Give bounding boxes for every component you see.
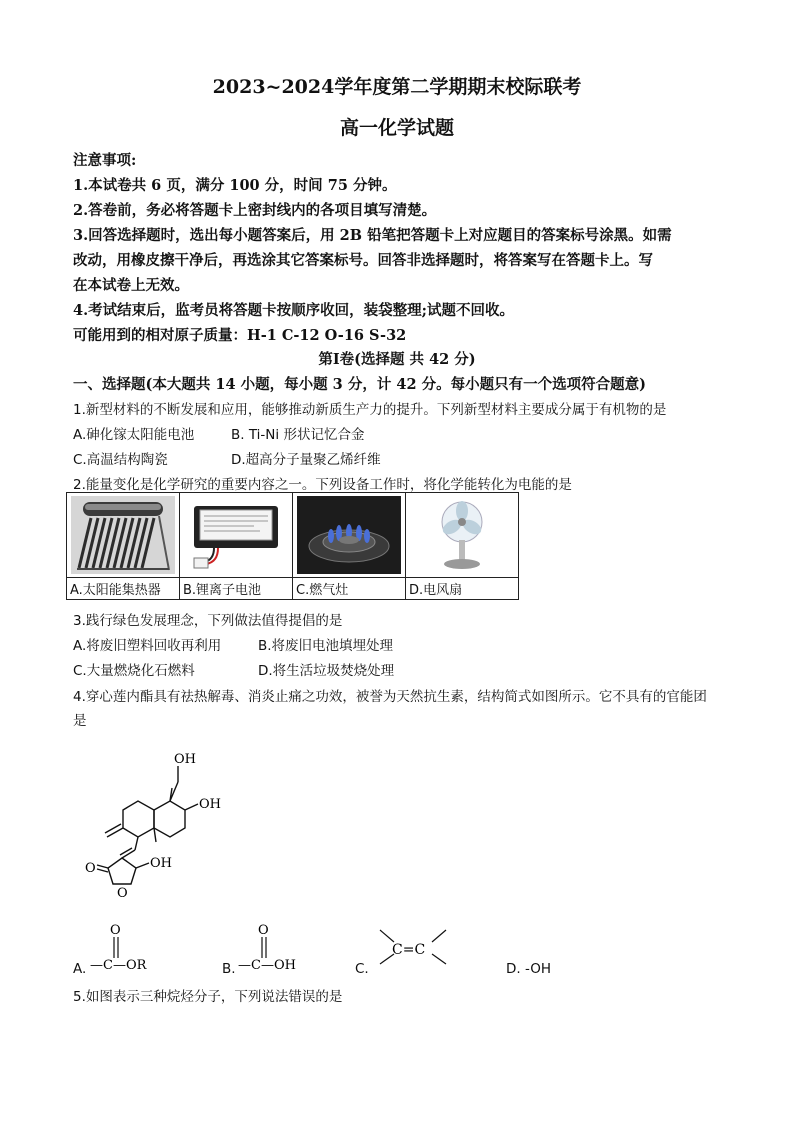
q1-option-a: A.砷化镓太阳能电池	[73, 427, 195, 443]
q4-option-a-structure	[90, 920, 170, 980]
section-instruction: 一、选择题(本大题共 14 小题，每小题 3 分，计 42 分。每小题只有一个选项符合题意)	[73, 376, 646, 393]
q3-option-a: A.将废旧塑料回收再利用	[73, 638, 222, 654]
gas-stove-image	[293, 493, 405, 577]
q4-stem-continued: 是	[73, 713, 87, 729]
exam-subtitle: 高一化学试题	[339, 117, 454, 139]
q2-option-a: A.太阳能集热器	[67, 578, 180, 600]
exam-title: 2023~2024学年度第二学期期末校际联考	[212, 76, 582, 98]
notice-item: 4.考试结束后，监考员将答题卡按顺序收回，装袋整理;试题不回收。	[73, 302, 514, 319]
q4-option-d: D. -OH	[506, 961, 552, 977]
notice-item: 3.回答选择题时，选出每小题答案后，用 2B 铅笔把答题卡上对应题目的答案标号涂黑。如需	[73, 227, 672, 244]
struct-label-oh-lactone: OH	[150, 856, 172, 871]
q4-option-c-label: C.	[355, 961, 369, 977]
q4-option-c-formula: C=C	[392, 942, 426, 958]
struct-label-oh-top: OH	[174, 752, 196, 767]
q4-option-b-label: B.	[222, 961, 236, 977]
q2-image-table	[66, 492, 519, 600]
electric-fan-image	[406, 493, 518, 577]
struct-label-oh-ring: OH	[199, 797, 221, 812]
q1-option-d: D.超高分子量聚乙烯纤维	[231, 452, 381, 468]
solar-water-heater-image	[67, 493, 179, 577]
notice-heading: 注意事项:	[73, 152, 137, 169]
q4-option-c-structure	[372, 924, 452, 976]
q3-option-d: D.将生活垃圾焚烧处理	[258, 663, 395, 679]
lithium-battery-image	[180, 493, 292, 577]
q4-option-b-oxygen: O	[258, 923, 269, 938]
q4-stem: 4.穿心莲内酯具有祛热解毒、消炎止痛之功效，被誉为天然抗生素，结构简式如图所示。它不具有的官能团	[73, 689, 707, 705]
q2-option-c: C.燃气灶	[293, 578, 406, 600]
q1-option-b: B. Ti-Ni 形状记忆合金	[231, 427, 365, 443]
notice-item: 1.本试卷共 6 页，满分 100 分，时间 75 分钟。	[73, 177, 397, 194]
q2-picture-cell	[180, 493, 293, 578]
section-title: 第Ⅰ卷(选择题 共 42 分)	[318, 351, 476, 368]
notice-item: 改动，用橡皮擦干净后，再选涂其它答案标号。回答非选择题时，将答案写在答题卡上。写	[73, 252, 653, 269]
notice-item: 2.答卷前，务必将答题卡上密封线内的各项目填写清楚。	[73, 202, 437, 219]
q4-option-a-label: A.	[73, 961, 87, 977]
struct-label-o-ring: O	[117, 886, 128, 901]
q4-option-b-structure	[238, 920, 318, 980]
q1-stem: 1.新型材料的不断发展和应用，能够推动新质生产力的提升。下列新型材料主要成分属于有机物的是	[73, 402, 667, 418]
atomic-masses: 可能用到的相对原子质量：H-1 C-12 O-16 S-32	[73, 327, 407, 344]
q3-option-c: C.大量燃烧化石燃料	[73, 663, 195, 679]
q2-option-b: B.锂离子电池	[180, 578, 293, 600]
q3-stem: 3.践行绿色发展理念，下列做法值得提倡的是	[73, 613, 343, 629]
q2-stem: 2.能量变化是化学研究的重要内容之一。下列设备工作时，将化学能转化为电能的是	[73, 477, 572, 493]
q1-option-c: C.高温结构陶瓷	[73, 452, 168, 468]
notice-item: 在本试卷上无效。	[73, 277, 189, 294]
q2-picture-cell	[293, 493, 406, 578]
q3-option-b: B.将废旧电池填埋处理	[258, 638, 394, 654]
q2-picture-cell	[67, 493, 180, 578]
andrographolide-structure	[80, 742, 260, 910]
q2-picture-cell	[406, 493, 519, 578]
q4-option-b-formula: —C—OH	[238, 958, 296, 973]
struct-label-o-carbonyl: O	[85, 861, 96, 876]
q2-option-d: D.电风扇	[406, 578, 519, 600]
q4-option-a-oxygen: O	[110, 923, 121, 938]
q4-option-a-formula: —C—OR	[90, 958, 147, 973]
q5-stem: 5.如图表示三种烷烃分子，下列说法错误的是	[73, 989, 343, 1005]
